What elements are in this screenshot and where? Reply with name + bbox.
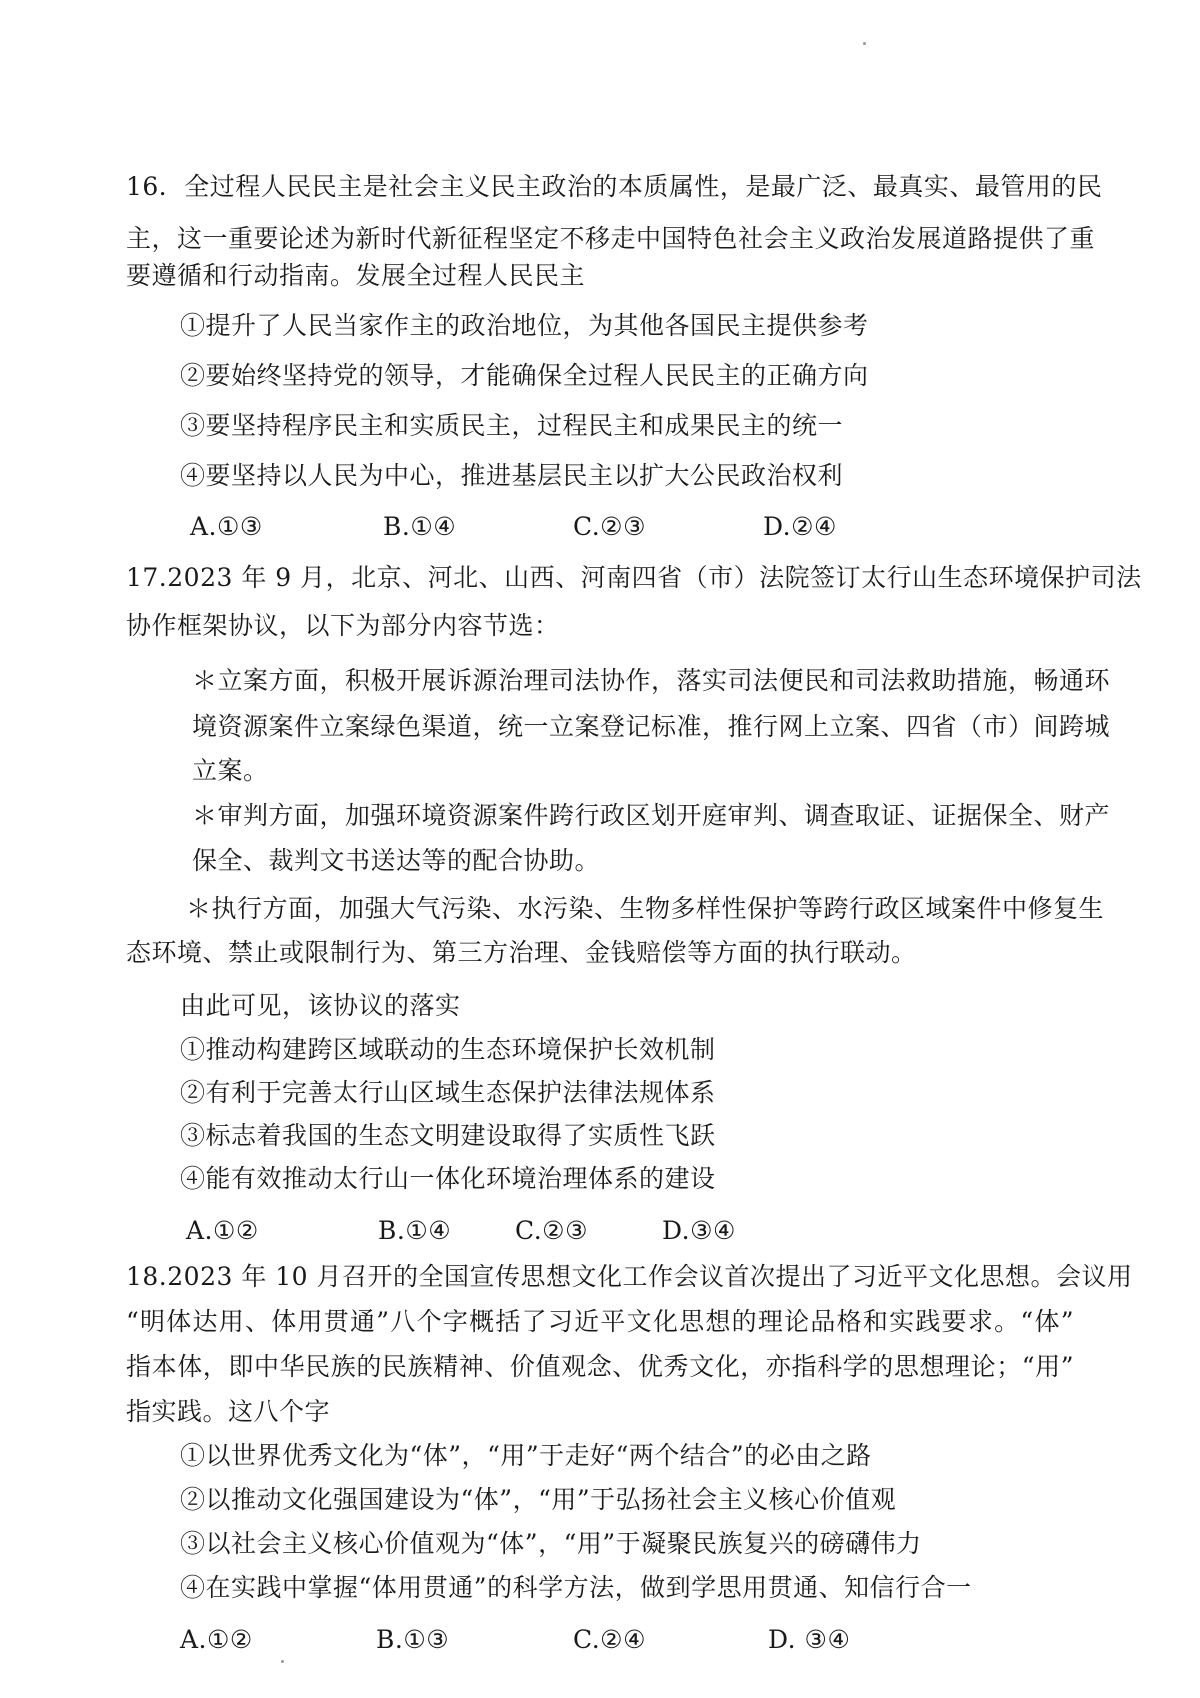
option-a[interactable]: A.①② — [186, 1216, 259, 1245]
excerpt-line: 境资源案件立案绿色渠道，统一立案登记标准，推行网上立案、四省（市）间跨城 — [192, 712, 1111, 741]
option-a[interactable]: A.①③ — [190, 512, 263, 541]
excerpt-line: ＊立案方面，积极开展诉源治理司法协作，落实司法便民和司法救助措施，畅通环 — [192, 666, 1111, 695]
statement-item: ①提升了人民当家作主的政治地位，为其他各国民主提供参考 — [180, 311, 869, 340]
question-stem-line: “明体达用、体用贯通”八个字概括了习近平文化思想的理论品格和实践要求。“体” — [126, 1307, 1074, 1336]
question-stem-line: 协作框架协议，以下为部分内容节选： — [126, 611, 560, 640]
excerpt-line: 立案。 — [192, 756, 269, 785]
question-stem-line: 18.2023 年 10 月召开的全国宣传思想文化工作会议首次提出了习近平文化思想。会议用 — [126, 1262, 1133, 1291]
question-stem-line: 指本体，即中华民族的民族精神、价值观念、优秀文化，亦指科学的思想理论；“用” — [126, 1352, 1074, 1381]
statement-item: ①以世界优秀文化为“体”，“用”于走好“两个结合”的必由之路 — [180, 1441, 872, 1470]
scan-speck — [281, 1660, 284, 1663]
question-stem-line: 指实践。这八个字 — [126, 1397, 331, 1426]
statement-item: ②有利于完善太行山区域生态保护法律法规体系 — [180, 1078, 716, 1107]
statement-item: ③标志着我国的生态文明建设取得了实质性飞跃 — [180, 1121, 716, 1150]
statement-item: ①推动构建跨区域联动的生态环境保护长效机制 — [180, 1035, 716, 1064]
statement-item: ②以推动文化强国建设为“体”，“用”于弘扬社会主义核心价值观 — [180, 1485, 897, 1514]
scan-speck — [863, 42, 866, 45]
question-stem-line: 17.2023 年 9 月，北京、河北、山西、河南四省（市）法院签订太行山生态环境保护司法 — [126, 563, 1142, 592]
option-b[interactable]: B.①④ — [383, 512, 457, 541]
option-c[interactable]: C.②④ — [573, 1625, 647, 1654]
option-d[interactable]: D. ③④ — [768, 1625, 851, 1654]
excerpt-line: 态环境、禁止或限制行为、第三方治理、金钱赔偿等方面的执行联动。 — [126, 938, 917, 967]
option-a[interactable]: A.①② — [180, 1625, 253, 1654]
question-stem-line: 16．全过程人民民主是社会主义民主政治的本质属性，是最广泛、最真实、最管用的民 — [126, 172, 1103, 201]
statement-item: ④要坚持以人民为中心，推进基层民主以扩大公民政治权利 — [180, 461, 844, 490]
statement-item: ②要始终坚持党的领导，才能确保全过程人民民主的正确方向 — [180, 361, 869, 390]
excerpt-line: 保全、裁判文书送达等的配合协助。 — [192, 846, 601, 875]
question-stem-line: 要遵循和行动指南。发展全过程人民民主 — [126, 261, 586, 290]
question-stem-line: 主，这一重要论述为新时代新征程坚定不移走中国特色社会主义政治发展道路提供了重 — [126, 224, 1096, 253]
statement-item: ④能有效推动太行山一体化环境治理体系的建设 — [180, 1164, 716, 1193]
question-lead: 由此可见，该协议的落实 — [180, 991, 461, 1020]
option-c[interactable]: C.②③ — [515, 1216, 589, 1245]
statement-item: ③要坚持程序民主和实质民主，过程民主和成果民主的统一 — [180, 411, 844, 440]
option-d[interactable]: D.②④ — [763, 512, 837, 541]
option-c[interactable]: C.②③ — [573, 512, 647, 541]
excerpt-line: ＊审判方面，加强环境资源案件跨行政区划开庭审判、调查取证、证据保全、财产 — [192, 801, 1111, 830]
statement-item: ④在实践中掌握“体用贯通”的科学方法，做到学思用贯通、知信行合一 — [180, 1573, 972, 1602]
option-b[interactable]: B.①③ — [376, 1625, 450, 1654]
option-d[interactable]: D.③④ — [662, 1216, 736, 1245]
option-b[interactable]: B.①④ — [378, 1216, 452, 1245]
statement-item: ③以社会主义核心价值观为“体”，“用”于凝聚民族复兴的磅礴伟力 — [180, 1529, 922, 1558]
excerpt-line: ＊执行方面，加强大气污染、水污染、生物多样性保护等跨行政区域案件中修复生 — [186, 894, 1105, 923]
